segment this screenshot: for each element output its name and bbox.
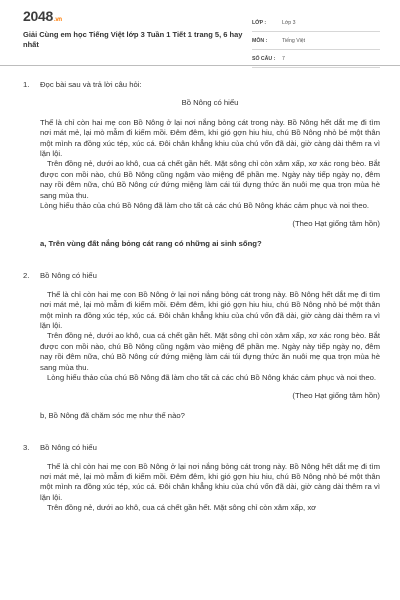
story-paragraph: Thế là chỉ còn hai mẹ con Bồ Nông ở lại nơi nắng bỏng cát trong này. Bồ Nông hết dắt mẹ đi tìm nơi mát mẻ, lại mò mẫm đi kiếm mồi. Đêm đêm, khi gió gợn hiu hiu, chú Bồ Nông nhỏ bé một thân một mình ra đồng xúc tép, xúc cá. Đôi chân khẳng khiu của chú vốn đã dài, giờ càng dài thêm ra vì lặn lội. <box>40 461 380 502</box>
story-paragraph: Lòng hiếu thảo của chú Bồ Nông đã làm cho tất cả các chú Bồ Nông khác cảm phục và noi theo. <box>40 201 370 211</box>
question-text: b, Bồ Nông đã chăm sóc mẹ như thế nào? <box>40 410 185 420</box>
question-text: a, Trên vùng đất nắng bỏng cát rang có những ai sinh sống? <box>40 238 262 248</box>
story-source: (Theo Hạt giống tâm hồn) <box>292 219 380 229</box>
question-1 <box>23 80 380 249</box>
question-3 <box>23 443 380 513</box>
page-header <box>0 0 400 70</box>
document-content <box>23 80 380 514</box>
story-paragraph: Trên đồng nẻ, dưới ao khô, cua cá chết gần hết. Mặt sông chỉ còn xâm xấp, xơ xác rong bèo. Bắt được con mồi nào, chú Bồ Nông cũng ngậm vào miệng để phần mẹ. Ngày này tiếp ngày nọ, đêm nay rồi đêm nữa, chú Bồ Nông cứ đứng miệng làm cái túi đựng thức ăn nuôi mẹ qua trọn mùa hè sang mùa thu. <box>40 331 380 372</box>
logo-suffix: .vn <box>53 17 62 23</box>
story-paragraph: Thế là chỉ còn hai mẹ con Bồ Nông ở lại nơi nắng bỏng cát trong này. Bồ Nông hết dắt mẹ đi tìm nơi mát mẻ, lại mò mẫm đi kiếm mồi. Đêm đêm, khi gió gợn hiu hiu, chú Bồ Nông nhỏ bé một thân một mình ra đồng xúc tép, xúc cá. Đôi chân khẳng khiu của chú vốn đã dài, giờ càng dài thêm ra vì lặn lội. <box>40 117 380 159</box>
meta-label: SỐ CÂU : <box>252 55 276 62</box>
question-number: 3. <box>23 443 30 453</box>
header-divider <box>0 65 400 66</box>
story-paragraph: Trên đồng nẻ, dưới ao khô, cua cá chết gần hết. Mặt sông chỉ còn xâm xấp, xơ xác rong bèo. Bắt được con mồi nào, chú Bồ Nông cũng ngậm vào miệng để phần mẹ. Ngày này tiếp ngày nọ, đêm nay rồi đêm nữa, chú Bồ Nông cứ đứng miệng làm cái túi đựng thức ăn nuôi mẹ qua trọn mùa hè sang mùa thu. <box>40 159 380 200</box>
meta-row-grade <box>252 14 380 32</box>
document-title: Giải Cùng em học Tiếng Việt lớp 3 Tuần 1 Tiết 1 trang 5, 6 hay nhất <box>23 30 243 49</box>
meta-value: 7 <box>282 55 285 62</box>
site-logo[interactable] <box>23 8 62 24</box>
question-2 <box>23 271 380 421</box>
story-paragraph: Lòng hiếu thảo của chú Bồ Nông đã làm cho tất cả các chú Bồ Nông khác cảm phục và noi theo. <box>47 372 377 382</box>
logo-text: 2048 <box>23 8 53 24</box>
meta-label: MÔN : <box>252 37 268 44</box>
story-title: Bồ Nông có hiếu <box>40 271 97 281</box>
story-paragraph: Trên đồng nẻ, dưới ao khô, cua cá chết gần hết. Mặt sông chỉ còn xâm xấp, xơ <box>47 503 317 513</box>
document-meta <box>252 14 380 68</box>
meta-value: Tiếng Việt <box>282 37 306 44</box>
question-number: 1. <box>23 80 30 89</box>
meta-label: LỚP : <box>252 19 267 26</box>
story-source: (Theo Hạt giống tâm hồn) <box>292 391 380 401</box>
meta-value: Lớp 3 <box>282 19 296 26</box>
story-title: Bồ Nông có hiếu <box>181 98 239 108</box>
question-intro: Đọc bài sau và trả lời câu hỏi: <box>40 80 142 89</box>
meta-row-subject <box>252 32 380 50</box>
story-title: Bồ Nông có hiếu <box>40 443 97 453</box>
story-paragraph: Thế là chỉ còn hai mẹ con Bồ Nông ở lại nơi nắng bỏng cát trong này. Bồ Nông hết dắt mẹ đi tìm nơi mát mẻ, lại mò mẫm đi kiếm mồi. Đêm đêm, khi gió gợn hiu hiu, chú Bồ Nông nhỏ bé một thân một mình ra đồng xúc tép, xúc cá. Đôi chân khẳng khiu của chú vốn đã dài, giờ càng dài thêm ra vì lặn lội. <box>40 289 380 330</box>
question-number: 2. <box>23 271 30 281</box>
